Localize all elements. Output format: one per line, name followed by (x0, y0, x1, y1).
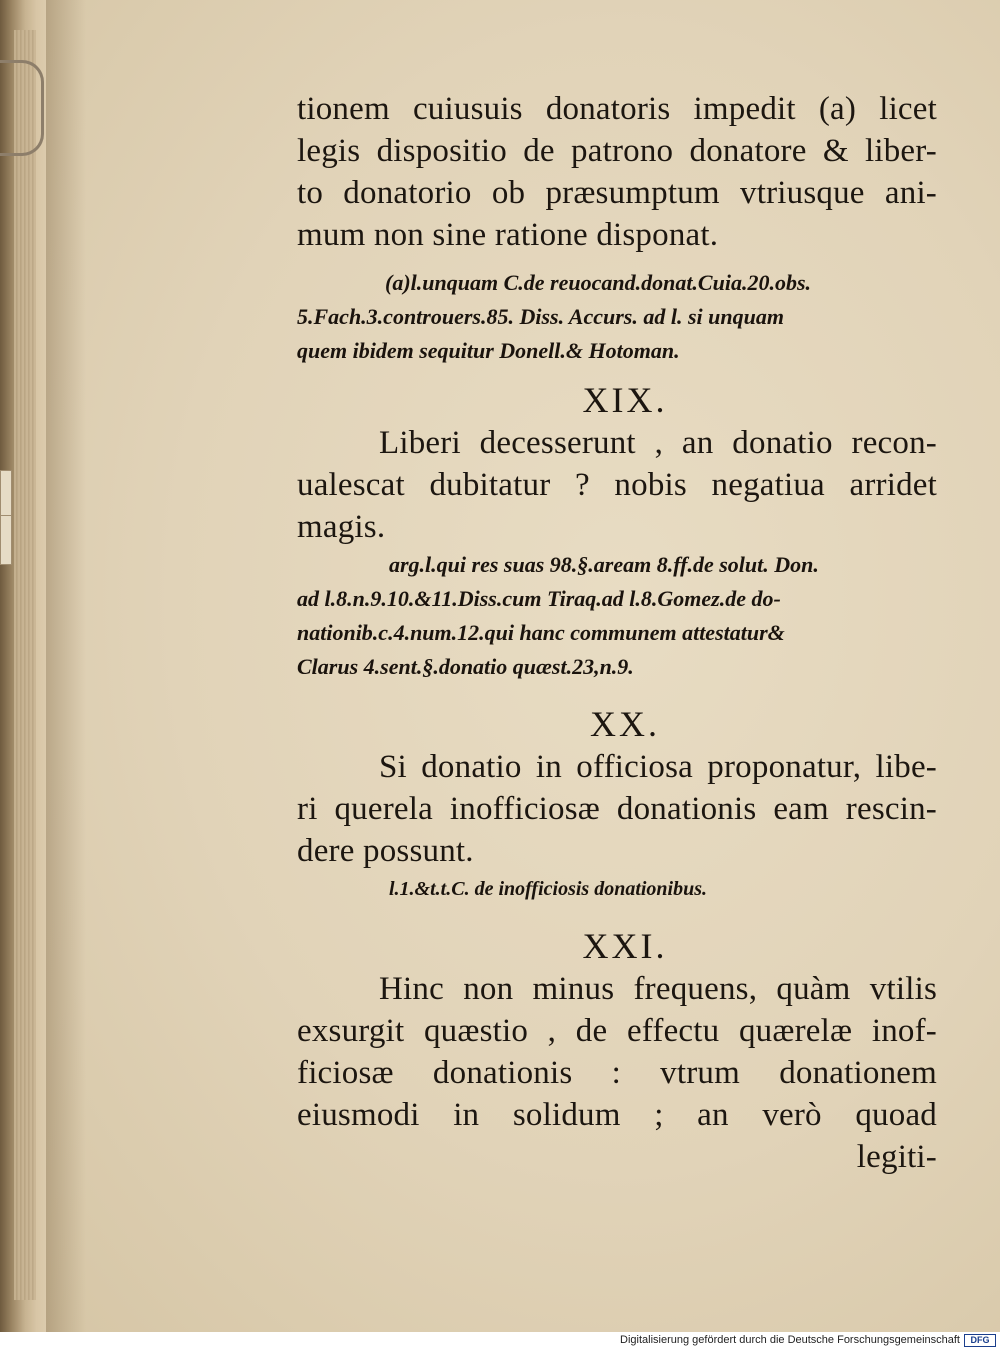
footnote-line: (a)l.unquam C.de reuocand.donat.Cuia.20.obs. (385, 270, 812, 295)
text-line: dere possunt. (297, 833, 474, 869)
section-heading: XXI. (582, 926, 668, 966)
text-line: mum non sine ratione disponat. (297, 217, 719, 253)
book-spine (0, 0, 46, 1332)
gutter-shadow (46, 0, 86, 1332)
text-line: ficiosæ donationis : vtrum donationem (297, 1055, 937, 1091)
page-edges (14, 30, 36, 1300)
footnote-line: nationib.c.4.num.12.qui hanc communem attestatur& (297, 620, 785, 645)
footnote-line: ad l.8.n.9.10.&11.Diss.cum Tiraq.ad l.8.Gomez.de do- (297, 586, 781, 611)
text-line: legis dispositio de patrono donatore & liber- (297, 133, 937, 169)
page-text (297, 88, 937, 1178)
text-line: Si donatio in officiosa proponatur, libe- (379, 749, 937, 785)
text-line: magis. (297, 509, 386, 545)
footnote-line: 5.Fach.3.controuers.85. Diss. Accurs. ad l. si unquam (297, 304, 784, 329)
footer-bar (0, 1332, 1000, 1350)
footnote-line: l.1.&t.t.C. de inofficiosis donationibus. (389, 878, 708, 900)
text-line: Hinc non minus frequens, quàm vtilis (379, 971, 937, 1007)
text-line: exsurgit quæstio , de effectu quærelæ inof- (297, 1013, 937, 1049)
section-heading: XX. (590, 704, 660, 744)
section-heading: XIX. (582, 380, 668, 420)
text-line: to donatorio ob præsumptum vtriusque ani- (297, 175, 937, 211)
dfg-logo: DFG (964, 1334, 996, 1347)
text-line: ri querela inofficiosæ donationis eam rescin- (297, 791, 937, 827)
text-line: Liberi decesserunt , an donatio recon- (379, 425, 937, 461)
paper-clip (0, 60, 44, 156)
footnote-line: Clarus 4.sent.§.donatio quæst.23,n.9. (297, 654, 634, 679)
page-tab-marker (0, 470, 12, 520)
funding-credit: Digitalisierung gefördert durch die Deutsche Forschungsgemeinschaft (620, 1334, 960, 1346)
text-line: eiusmodi in solidum ; an verò quoad (297, 1097, 937, 1133)
text-line: ualescat dubitatur ? nobis negatiua arridet (297, 467, 937, 503)
footnote-line: arg.l.qui res suas 98.§.aream 8.ff.de solut. Don. (389, 552, 819, 577)
page-tab-marker (0, 515, 12, 565)
footnote-line: quem ibidem sequitur Donell.& Hotoman. (297, 338, 680, 363)
text-line: tionem cuiusuis donatoris impedit (a) licet (297, 91, 937, 127)
catchword: legiti- (856, 1139, 937, 1175)
